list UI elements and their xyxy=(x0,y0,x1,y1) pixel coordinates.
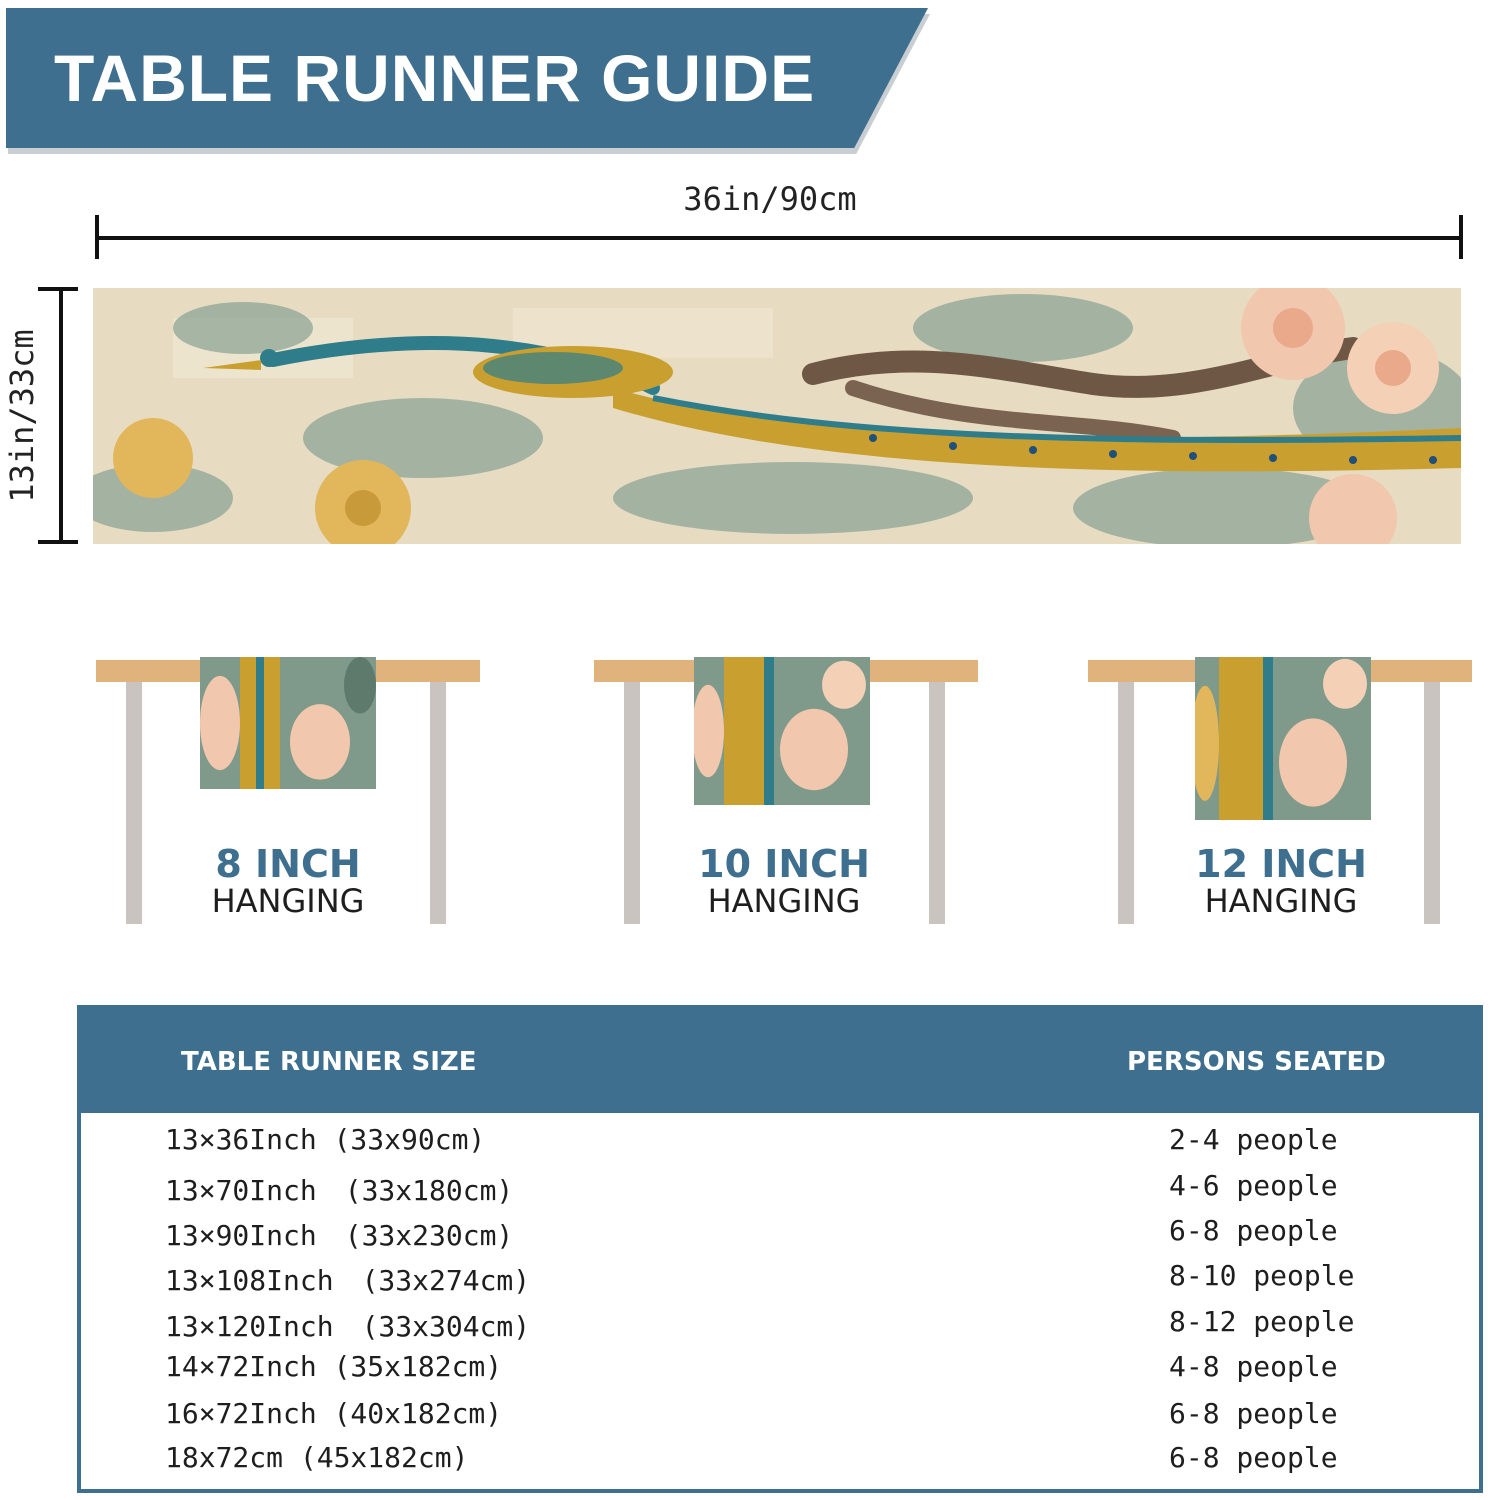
drape-pattern-1 xyxy=(200,657,376,789)
table-row xyxy=(81,1123,1479,1167)
height-dimension-cap-bottom xyxy=(38,540,78,544)
persons-seated-cell: 4-8 people xyxy=(1169,1350,1338,1383)
height-dimension-cap-top xyxy=(38,287,78,291)
width-dimension-line xyxy=(96,236,1462,240)
drape-pattern-2 xyxy=(694,657,870,805)
runner-size-cell: 16×72Inch (40x182cm) xyxy=(165,1397,503,1430)
table-row xyxy=(81,1305,1479,1349)
width-dimension-label: 36in/90cm xyxy=(683,180,857,218)
table-row xyxy=(81,1169,1479,1213)
runner-size-cell: 13×108Inch (33x274cm) xyxy=(165,1264,531,1297)
persons-seated-cell: 8-10 people xyxy=(1169,1259,1355,1292)
height-dimension-line xyxy=(59,288,63,544)
table-row xyxy=(81,1259,1479,1303)
persons-seated-cell: 2-4 people xyxy=(1169,1123,1338,1156)
size-table xyxy=(77,1005,1483,1493)
runner-size-cell: 13×36Inch (33x90cm) xyxy=(165,1123,486,1156)
width-dimension-cap-right xyxy=(1459,215,1463,259)
runner-drape-3 xyxy=(1195,657,1371,820)
table-row xyxy=(81,1441,1479,1485)
header-table-runner-size: TABLE RUNNER SIZE xyxy=(181,1047,477,1077)
runner-size-cell: 13×90Inch (33x230cm) xyxy=(165,1219,514,1252)
hanging-size-label-2: 10 INCH xyxy=(698,842,870,886)
page-title: TABLE RUNNER GUIDE xyxy=(54,41,816,115)
table-row xyxy=(81,1214,1479,1258)
runner-size-cell: 13×120Inch (33x304cm) xyxy=(165,1310,531,1343)
runner-size-cell: 14×72Inch (35x182cm) xyxy=(165,1350,503,1383)
hanging-word-label-2: HANGING xyxy=(707,882,861,920)
persons-seated-cell: 6-8 people xyxy=(1169,1214,1338,1247)
height-dimension-label: 13in/33cm xyxy=(3,329,41,503)
table-row xyxy=(81,1397,1479,1441)
table-row xyxy=(81,1350,1479,1394)
persons-seated-cell: 6-8 people xyxy=(1169,1441,1338,1474)
persons-seated-cell: 8-12 people xyxy=(1169,1305,1355,1338)
runner-drape-2 xyxy=(694,657,870,805)
size-table-header xyxy=(81,1009,1479,1113)
drape-pattern-3 xyxy=(1195,657,1371,820)
runner-illustration xyxy=(93,288,1461,544)
hanging-size-label-1: 8 INCH xyxy=(215,842,361,886)
hanging-word-label-3: HANGING xyxy=(1204,882,1358,920)
hanging-word-label-1: HANGING xyxy=(211,882,365,920)
hanging-size-label-3: 12 INCH xyxy=(1195,842,1367,886)
persons-seated-cell: 4-6 people xyxy=(1169,1169,1338,1202)
runner-size-cell: 18x72cm (45x182cm) xyxy=(165,1441,469,1474)
width-dimension-cap-left xyxy=(95,215,99,259)
persons-seated-cell: 6-8 people xyxy=(1169,1397,1338,1430)
peacock-painting xyxy=(93,288,1461,544)
header-persons-seated: PERSONS SEATED xyxy=(1127,1047,1386,1077)
runner-drape-1 xyxy=(200,657,376,789)
runner-size-cell: 13×70Inch (33x180cm) xyxy=(165,1174,514,1207)
